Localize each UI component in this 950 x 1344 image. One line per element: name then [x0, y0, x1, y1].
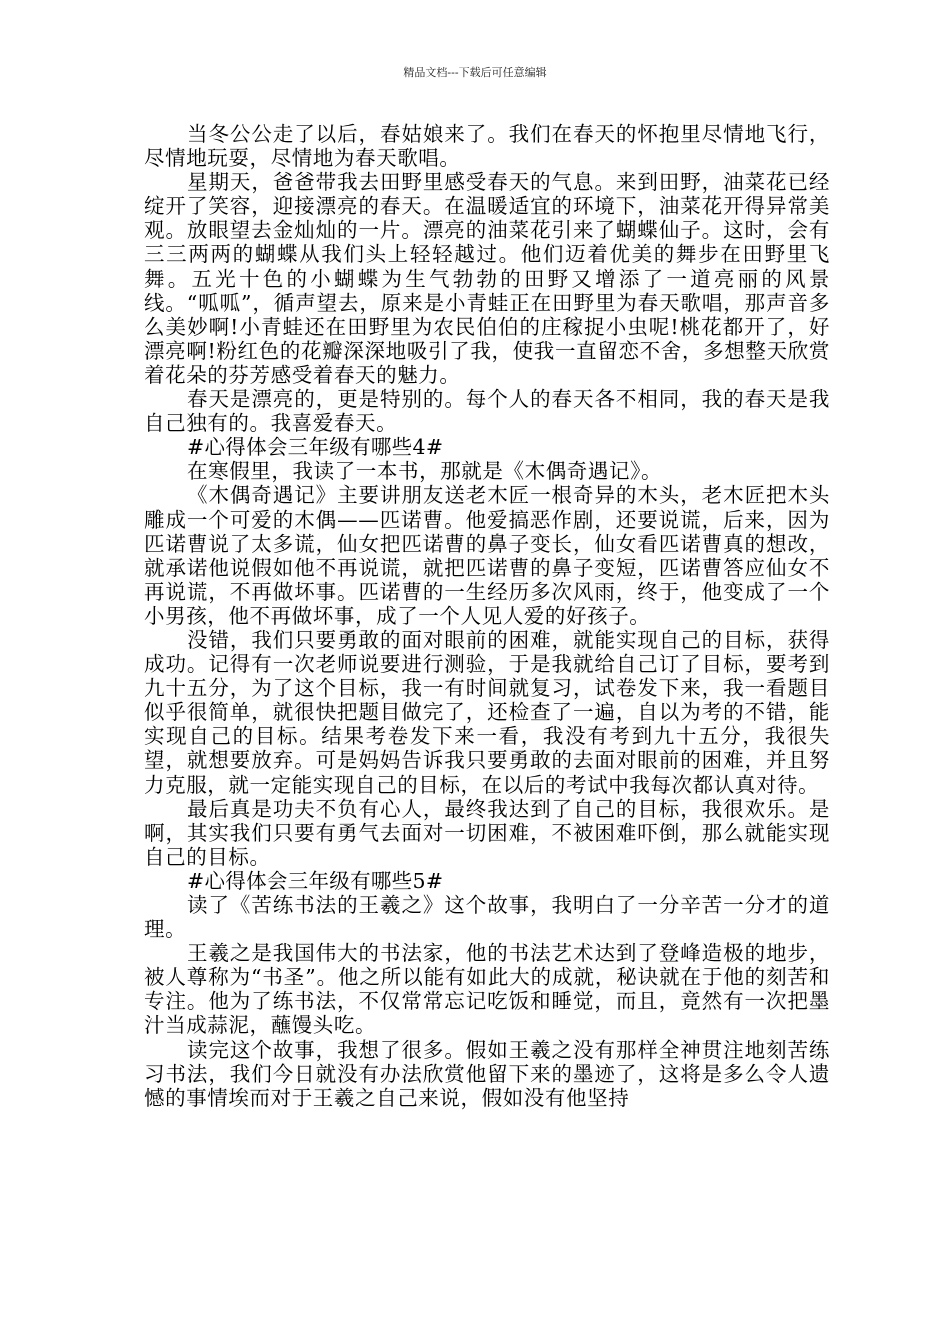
paragraph: 读完这个故事，我想了很多。假如王羲之没有那样全神贯注地刻苦练习书法，我们今日就没有办法欣赏他留下来的墨迹了，这将是多么令人遗憾的事情埃而对于王羲之自己来说，假如没有他坚持	[144, 1037, 830, 1110]
section-heading: #心得体会三年级有哪些4#	[187, 435, 444, 460]
paragraph: 王羲之是我国伟大的书法家，他的书法艺术达到了登峰造极的地步，被人尊称为“书圣”。他之所以能有如此大的成就，秘诀就在于他的刻苦和专注。他为了练书法，不仅常常忘记吃饭和睡觉，而且，竟然有一次把墨汁当成蒜泥，蘸馒头吃。	[144, 941, 830, 1038]
document-body	[144, 122, 830, 1110]
paragraph: 在寒假里，我读了一本书，那就是《木偶奇遇记》。	[187, 459, 663, 484]
paragraph: 春天是漂亮的，更是特别的。每个人的春天各不相同，我的春天是我自己独有的。我喜爱春天。	[144, 387, 830, 436]
section-heading: #心得体会三年级有哪些5#	[187, 868, 444, 893]
page-header: 精品文档---下载后可任意编辑	[403, 66, 547, 79]
paragraph: 没错，我们只要勇敢的面对眼前的困难，就能实现自己的目标，获得成功。记得有一次老师说要进行测验，于是我就给自己订了目标，要考到九十五分，为了这个目标，我一有时间就复习，试卷发下来，我一看题目似乎很简单，就很快把题目做完了，还检查了一遍，自以为考的不错，能实现自己的目标。结果考卷发下来一看，我没有考到九十五分，我很失望，就想要放弃。可是妈妈告诉我只要勇敢的去面对眼前的困难，并且努力克服，就一定能实现自己的目标，在以后的考试中我每次都认真对待。	[144, 627, 830, 797]
paragraph: 最后真是功夫不负有心人，最终我达到了自己的目标，我很欢乐。是啊，其实我们只要有勇气去面对一切困难，不被困难吓倒，那么就能实现自己的目标。	[144, 796, 830, 869]
paragraph: 当冬公公走了以后，春姑娘来了。我们在春天的怀抱里尽情地飞行，尽情地玩耍，尽情地为春天歌唱。	[144, 122, 830, 171]
paragraph: 《木偶奇遇记》主要讲朋友送老木匠一根奇异的木头，老木匠把木头雕成一个可爱的木偶——匹诺曹。他爱搞恶作剧，还要说谎，后来，因为匹诺曹说了太多谎，仙女把匹诺曹的鼻子变长，仙女看匹诺曹真的想改，就承诺他说假如他不再说谎，就把匹诺曹的鼻子变短，匹诺曹答应仙女不再说谎，不再做坏事。匹诺曹的一生经历多次风雨，终于，他变成了一个小男孩，他不再做坏事，成了一个人见人爱的好孩子。	[144, 483, 830, 628]
paragraph: 星期天，爸爸带我去田野里感受春天的气息。来到田野，油菜花已经绽开了笑容，迎接漂亮的春天。在温暖适宜的环境下，油菜花开得异常美观。放眼望去金灿灿的一片。漂亮的油菜花引来了蝴蝶仙子。这时，会有三三两两的蝴蝶从我们头上轻轻越过。他们迈着优美的舞步在田野里飞舞。五光十色的小蝴蝶为生气勃勃的田野又增添了一道亮丽的风景线。“呱呱”，循声望去，原来是小青蛙正在田野里为春天歌唱，那声音多么美妙啊!小青蛙还在田野里为农民伯伯的庄稼捉小虫呢!桃花都开了，好漂亮啊!粉红色的花瓣深深地吸引了我，使我一直留恋不舍，多想整天欣赏着花朵的芬芳感受着春天的魅力。	[144, 170, 830, 387]
paragraph: 读了《苦练书法的王羲之》这个故事，我明白了一分辛苦一分才的道理。	[144, 893, 830, 942]
